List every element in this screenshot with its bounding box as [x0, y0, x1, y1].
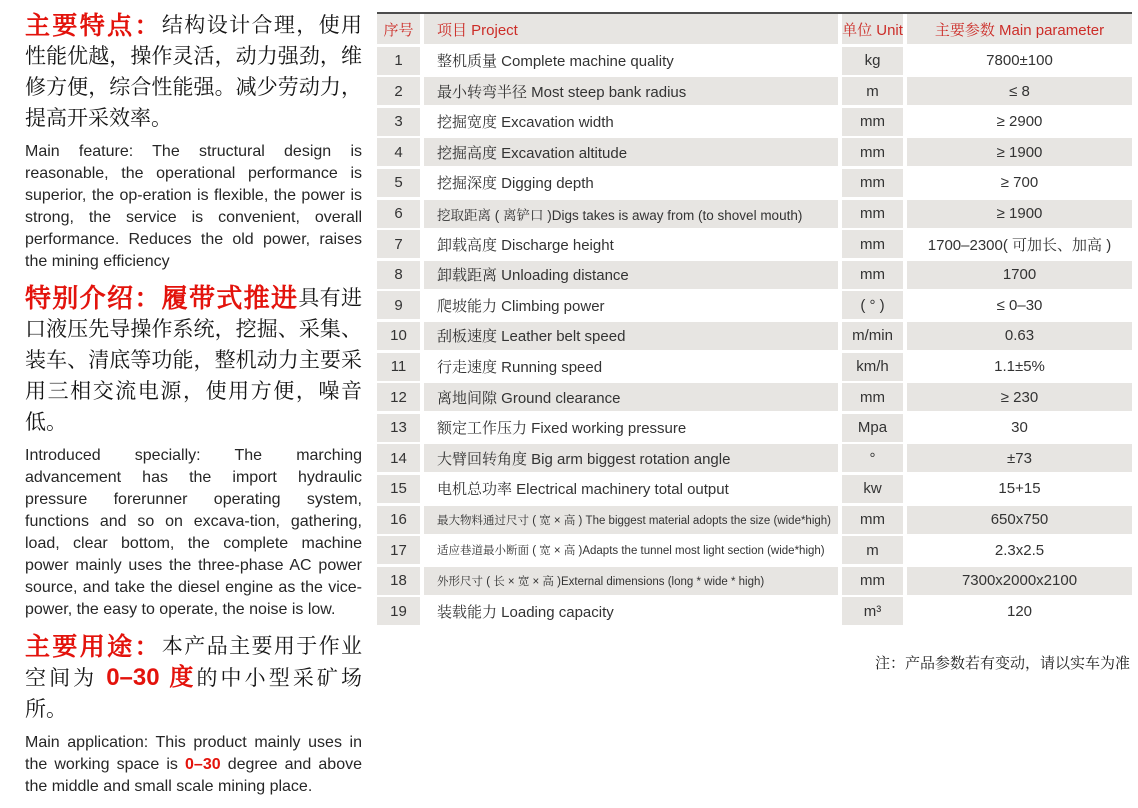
parameter-cell: ±73	[907, 444, 1132, 472]
spec-table-body	[377, 47, 1132, 626]
table-row	[377, 291, 1132, 319]
project-cell: 适应巷道最小断面 ( 宽 × 高 )Adapts the tunnel most light section (wide*high)	[424, 536, 838, 564]
unit-cell: mm	[842, 230, 903, 258]
special-intro-paragraph-cn	[25, 283, 362, 438]
parameter-cell: 1.1±5%	[907, 353, 1132, 381]
header-project: 项目 Project	[424, 14, 838, 44]
main-features-paragraph-cn	[25, 10, 362, 134]
features-panel	[25, 10, 362, 808]
parameter-cell: 1700–2300( 可加长、加高 )	[907, 230, 1132, 258]
unit-cell: km/h	[842, 353, 903, 381]
row-number-cell: 16	[377, 506, 420, 534]
parameter-cell: 7300x2000x2100	[907, 567, 1132, 595]
unit-cell: mm	[842, 169, 903, 197]
project-cell: 卸载距离 Unloading distance	[424, 261, 838, 289]
table-row	[377, 169, 1132, 197]
project-cell: 挖掘宽度 Excavation width	[424, 108, 838, 136]
project-cell: 行走速度 Running speed	[424, 353, 838, 381]
row-number-cell: 19	[377, 597, 420, 625]
unit-cell: Mpa	[842, 414, 903, 442]
row-number-cell: 11	[377, 353, 420, 381]
project-cell: 整机质量 Complete machine quality	[424, 47, 838, 75]
unit-cell: mm	[842, 261, 903, 289]
row-number-cell: 6	[377, 200, 420, 228]
table-row	[377, 47, 1132, 75]
main-features-paragraph-en: Main feature: The structural design is reasonable, the operational performance is superior, the op-eration is flexible, the power is strong, the service is convenient, overall performance. Reduces the old power, raises the mining efficiency	[25, 143, 362, 270]
project-cell: 最大物料通过尺寸 ( 宽 × 高 ) The biggest material adopts the size (wide*high)	[424, 506, 838, 534]
row-number-cell: 17	[377, 536, 420, 564]
row-number-cell: 13	[377, 414, 420, 442]
table-row	[377, 230, 1132, 258]
table-row	[377, 77, 1132, 105]
project-cell: 卸载高度 Discharge height	[424, 230, 838, 258]
project-cell: 挖掘高度 Excavation altitude	[424, 138, 838, 166]
parameter-cell: 650x750	[907, 506, 1132, 534]
unit-cell: °	[842, 444, 903, 472]
main-application-text-en-1: Main application: This product mainly uses in the working space is	[25, 734, 362, 773]
table-row	[377, 383, 1132, 411]
project-cell: 装载能力 Loading capacity	[424, 597, 838, 625]
row-number-cell: 2	[377, 77, 420, 105]
parameter-cell: 30	[907, 414, 1132, 442]
main-application-paragraph-en	[25, 732, 362, 798]
parameter-cell: ≥ 700	[907, 169, 1132, 197]
special-intro-text-cn: 具有进口液压先导操作系统，挖掘、采集、装车、清底等功能，整机动力主要采用三相交流电源，使用方便，噪音低。	[25, 287, 362, 434]
unit-cell: kw	[842, 475, 903, 503]
row-number-cell: 12	[377, 383, 420, 411]
row-number-cell: 5	[377, 169, 420, 197]
project-cell: 刮板速度 Leather belt speed	[424, 322, 838, 350]
parameter-cell: 2.3x2.5	[907, 536, 1132, 564]
header-main-parameter: 主要参数 Main parameter	[907, 14, 1132, 44]
table-row	[377, 506, 1132, 534]
parameter-cell: ≤ 0–30	[907, 291, 1132, 319]
parameter-cell: 1700	[907, 261, 1132, 289]
table-row	[377, 108, 1132, 136]
unit-cell: mm	[842, 383, 903, 411]
main-application-heading: 主要用途：	[25, 633, 162, 661]
unit-cell: mm	[842, 200, 903, 228]
table-row	[377, 322, 1132, 350]
row-number-cell: 9	[377, 291, 420, 319]
row-number-cell: 18	[377, 567, 420, 595]
project-cell: 挖掘深度 Digging depth	[424, 169, 838, 197]
project-cell: 挖取距离 ( 离铲口 )Digs takes is away from (to shovel mouth)	[424, 200, 838, 228]
row-number-cell: 3	[377, 108, 420, 136]
row-number-cell: 10	[377, 322, 420, 350]
project-cell: 大臂回转角度 Big arm biggest rotation angle	[424, 444, 838, 472]
unit-cell: kg	[842, 47, 903, 75]
table-row	[377, 536, 1132, 564]
spec-table-header	[377, 14, 1132, 44]
table-row	[377, 200, 1132, 228]
parameter-cell: ≤ 8	[907, 77, 1132, 105]
spec-table	[377, 12, 1132, 673]
parameter-cell: 0.63	[907, 322, 1132, 350]
parameter-cell: ≥ 230	[907, 383, 1132, 411]
parameter-cell: 15+15	[907, 475, 1132, 503]
unit-cell: m	[842, 536, 903, 564]
table-row	[377, 261, 1132, 289]
parameter-cell: 120	[907, 597, 1132, 625]
unit-cell: mm	[842, 567, 903, 595]
header-unit: 单位 Unit	[842, 14, 903, 44]
parameter-cell: 7800±100	[907, 47, 1132, 75]
project-cell: 外形尺寸 ( 长 × 宽 × 高 )External dimensions (long * wide * high)	[424, 567, 838, 595]
unit-cell: m/min	[842, 322, 903, 350]
project-cell: 爬坡能力 Climbing power	[424, 291, 838, 319]
main-features-heading: 主要特点：	[25, 12, 162, 40]
special-intro-paragraph-en: Introduced specially: The marching advancement has the import hydraulic pressure forerunner operating system, functions and so on excava-tion, gathering, load, clear bottom, the complete machine power mainly uses the three-phase AC power source, and take the diesel engine as the vice-power, the easy to operate, the noise is low.	[25, 447, 362, 618]
project-cell: 电机总功率 Electrical machinery total output	[424, 475, 838, 503]
main-features-text-cn: 结构设计合理，使用性能优越，操作灵活，动力强劲，维修方便，综合性能强。减少劳动力，提高开采效率。	[25, 14, 362, 130]
special-intro-heading: 特别介绍：履带式推进	[25, 283, 299, 313]
row-number-cell: 15	[377, 475, 420, 503]
table-row	[377, 597, 1132, 625]
table-row	[377, 353, 1132, 381]
row-number-cell: 4	[377, 138, 420, 166]
parameter-cell: ≥ 1900	[907, 138, 1132, 166]
main-application-text-en-2: degree and above the middle and small scale mining place.	[25, 756, 363, 795]
table-row	[377, 414, 1132, 442]
unit-cell: mm	[842, 138, 903, 166]
table-row	[377, 138, 1132, 166]
table-note: 注：产品参数若有变动，请以实车为准	[874, 655, 1130, 673]
parameter-cell: ≥ 1900	[907, 200, 1132, 228]
main-application-text-cn-2: 的中小型采矿场所。	[25, 667, 362, 721]
unit-cell: m	[842, 77, 903, 105]
project-cell: 额定工作压力 Fixed working pressure	[424, 414, 838, 442]
table-row	[377, 444, 1132, 472]
unit-cell: mm	[842, 108, 903, 136]
table-row	[377, 475, 1132, 503]
degree-range-highlight-cn: 0–30 度	[106, 664, 197, 691]
project-cell: 最小转弯半径 Most steep bank radius	[424, 77, 838, 105]
header-no: 序号	[377, 14, 420, 44]
table-row	[377, 567, 1132, 595]
project-cell: 离地间隙 Ground clearance	[424, 383, 838, 411]
row-number-cell: 14	[377, 444, 420, 472]
main-application-paragraph-cn	[25, 631, 362, 725]
unit-cell: mm	[842, 506, 903, 534]
unit-cell: m³	[842, 597, 903, 625]
row-number-cell: 1	[377, 47, 420, 75]
row-number-cell: 7	[377, 230, 420, 258]
main-application-text-cn-1: 本产品主要用于作业空间为	[25, 635, 362, 690]
row-number-cell: 8	[377, 261, 420, 289]
parameter-cell: ≥ 2900	[907, 108, 1132, 136]
unit-cell: ( ° )	[842, 291, 903, 319]
degree-range-highlight-en: 0–30	[185, 756, 221, 773]
